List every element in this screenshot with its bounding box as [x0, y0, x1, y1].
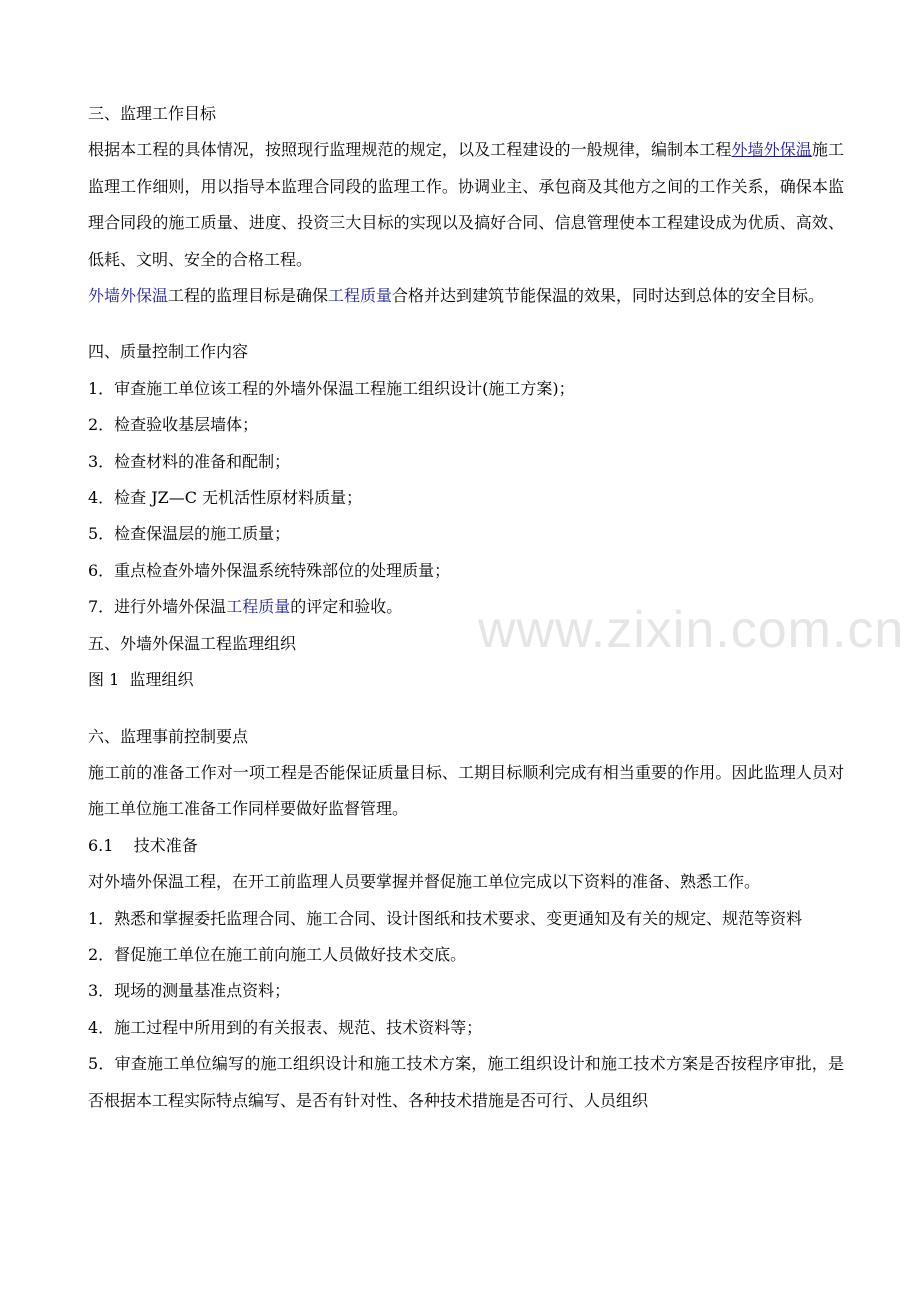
section-3-paragraph-2 — [88, 278, 844, 314]
list-item: 3．检查材料的准备和配制； — [88, 451, 291, 471]
keyword-link-project-quality[interactable]: 工程质量 — [328, 286, 393, 306]
spacer — [88, 314, 844, 334]
text-run: 7．进行外墙外保温 — [88, 597, 227, 617]
list-item: 6．重点检查外墙外保温系统特殊部位的处理质量； — [88, 560, 451, 580]
list-item: 5．审查施工单位编写的施工组织设计和施工技术方案，施工组织设计和施工技术方案是否按程序审批，是否根据本工程实际特点编写、是否有针对性、各种技术措施是否可行、人员组织 — [88, 1054, 844, 1110]
text-run: 的评定和验收。 — [290, 597, 403, 617]
text-run: 合格并达到建筑节能保温的效果，同时达到总体的安全目标。 — [392, 286, 825, 306]
text-run: 工程的监理目标是确保 — [168, 286, 329, 306]
figure-caption: 图 1 监理组织 — [88, 670, 194, 690]
list-item: 1．熟悉和掌握委托监理合同、施工合同、设计图纸和技术要求、变更通知及有关的规定、规范等资料 — [88, 908, 803, 928]
section-6-paragraph-1: 施工前的准备工作对一项工程是否能保证质量目标、工期目标顺利完成有相当重要的作用。因此监理人员对施工单位施工准备工作同样要做好监督管理。 — [88, 762, 844, 819]
keyword-link-external-insulation[interactable]: 外墙外保温 — [88, 286, 169, 306]
section-3-paragraph-1 — [88, 132, 844, 278]
text-run: 根据本工程的具体情况，按照现行监理规范的规定，以及工程建设的一般规律，编制本工程 — [88, 140, 732, 160]
watermark: www.zixin.com.cn — [478, 601, 905, 659]
keyword-link-external-insulation[interactable]: 外墙外保温 — [731, 140, 812, 160]
document-page — [88, 96, 844, 1119]
keyword-link-project-quality[interactable]: 工程质量 — [226, 597, 291, 617]
list-item: 4．检查 JZ—C 无机活性原材料质量； — [88, 488, 363, 508]
list-item: 2．检查验收基层墙体； — [88, 415, 259, 435]
list-item: 1．审查施工单位该工程的外墙外保温工程施工组织设计(施工方案)； — [88, 378, 575, 398]
list-item: 2．督促施工单位在施工前向施工人员做好技术交底。 — [88, 944, 467, 964]
section-5-title: 五、外墙外保温工程监理组织 — [88, 633, 297, 653]
list-item: 4．施工过程中所用到的有关报表、规范、技术资料等； — [88, 1017, 483, 1037]
section-6-title: 六、监理事前控制要点 — [88, 726, 249, 746]
spacer — [88, 699, 844, 719]
section-3-title: 三、监理工作目标 — [88, 104, 217, 123]
subsection-title: 6.1 技术准备 — [88, 835, 198, 855]
list-item: 3．现场的测量基准点资料； — [88, 981, 291, 1001]
section-4-title: 四、质量控制工作内容 — [88, 342, 249, 362]
section-6-paragraph-2: 对外墙外保温工程，在开工前监理人员要掌握并督促施工单位完成以下资料的准备、熟悉工作。 — [88, 872, 761, 892]
text-run: 施工监理工作细则，用以指导本监理合同段的监理工作。协调业主、承包商及其他方之间的工作关系，确保本监理合同段的施工质量、进度、投资三大目标的实现以及搞好合同、信息管理使本工程建设成为优质、高效、低耗、文明、安全的合格工程。 — [88, 140, 844, 269]
list-item: 5．检查保温层的施工质量； — [88, 524, 291, 544]
list-item — [88, 589, 844, 625]
